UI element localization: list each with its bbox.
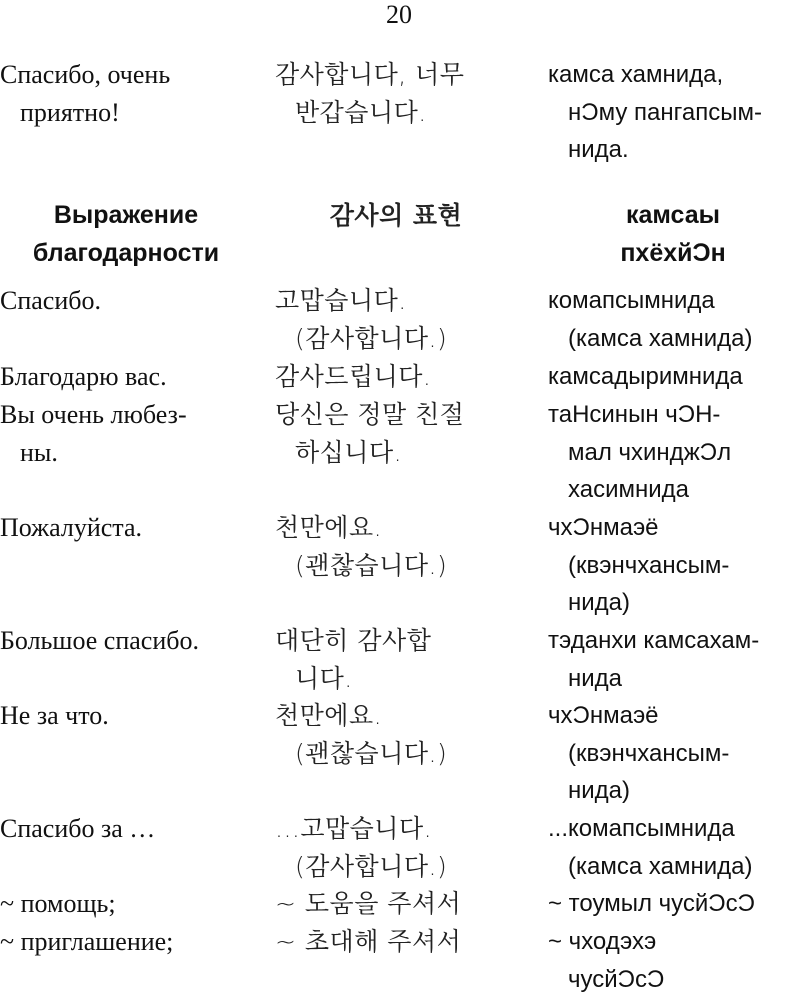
- transcription: [548, 697, 729, 810]
- korean-phrase: [275, 622, 431, 697]
- text-line: Большое спасибо.: [0, 626, 199, 655]
- russian-phrase: [0, 396, 187, 471]
- header-transcription: [548, 197, 798, 272]
- text-line: (감사합니다.): [295, 323, 448, 353]
- text-line: ~ тоумыл чусйƆсƆ: [548, 890, 755, 917]
- korean-phrase: [275, 282, 447, 357]
- text-line: (камса хамнида): [568, 852, 753, 880]
- russian-phrase: [0, 810, 155, 848]
- text-line: нида): [568, 589, 631, 617]
- text-line: (괜찮습니다.): [295, 738, 448, 768]
- text-line: ны.: [20, 437, 58, 467]
- text-line: пхёхйƆн: [620, 238, 726, 267]
- text-line: 반갑습니다.: [295, 97, 427, 127]
- text-line: приятно!: [20, 97, 120, 127]
- text-line: ~ 초대해 주셔서: [275, 927, 462, 956]
- text-line: комапсымнида: [548, 287, 715, 314]
- russian-phrase: [0, 622, 199, 660]
- text-line: ...고맙습니다.: [275, 814, 433, 843]
- korean-phrase: [275, 923, 461, 961]
- text-line: тэданхи камсахам-: [548, 627, 760, 654]
- transcription: [548, 358, 743, 396]
- text-line: камса хамнида,: [548, 61, 724, 88]
- text-line: нида): [568, 777, 631, 805]
- transcription: [548, 622, 759, 697]
- korean-phrase: [275, 509, 447, 584]
- text-line: 천만에요.: [275, 513, 383, 542]
- text-line: (감사합니다.): [295, 851, 448, 881]
- text-line: чхƆнмаэё: [548, 514, 659, 541]
- text-line: 천만에요.: [275, 701, 383, 730]
- text-line: Спасибо, очень: [0, 60, 171, 89]
- text-line: 감사의 표현: [329, 201, 463, 230]
- text-line: камсадыримнида: [548, 363, 743, 390]
- text-line: ~ помощь;: [0, 889, 116, 918]
- text-line: (квэнчхансым-: [568, 551, 730, 579]
- text-line: ~ приглашение;: [0, 927, 174, 956]
- russian-phrase: [0, 56, 170, 131]
- text-line: 고맙습니다.: [275, 286, 407, 315]
- header-korean: [276, 197, 516, 235]
- transcription: [548, 885, 755, 923]
- text-line: 당신은 정말 친절: [275, 400, 465, 429]
- text-line: (квэнчхансым-: [568, 739, 730, 767]
- text-line: камсаы: [625, 201, 721, 229]
- text-line: 하십니다.: [295, 437, 403, 467]
- korean-phrase: [275, 810, 447, 885]
- text-line: Не за что.: [0, 701, 109, 730]
- korean-phrase: [275, 885, 461, 923]
- transcription: [548, 56, 762, 169]
- korean-phrase: [275, 56, 464, 131]
- text-line: Спасибо за …: [0, 814, 156, 843]
- transcription: [548, 509, 729, 622]
- header-russian: [0, 197, 252, 272]
- russian-phrase: [0, 923, 173, 961]
- text-line: Пожалуйста.: [0, 513, 143, 542]
- text-line: таНсинын чƆН-: [548, 401, 721, 428]
- text-line: нида: [568, 664, 623, 692]
- russian-phrase: [0, 697, 109, 735]
- text-line: Спасибо.: [0, 286, 101, 315]
- text-line: чхƆнмаэё: [548, 702, 659, 729]
- russian-phrase: [0, 509, 142, 547]
- text-line: мал чхинджƆл: [568, 438, 732, 466]
- text-line: Вы очень любез-: [0, 400, 187, 429]
- text-line: (камса хамнида): [568, 324, 753, 352]
- text-line: Выражение: [53, 201, 199, 229]
- text-line: 대단히 감사합: [275, 626, 432, 655]
- text-line: (괜찮습니다.): [295, 550, 448, 580]
- text-line: благодарности: [32, 238, 220, 267]
- transcription: [548, 810, 752, 885]
- text-line: 니다.: [295, 663, 353, 693]
- russian-phrase: [0, 358, 167, 396]
- russian-phrase: [0, 885, 116, 923]
- text-line: ~ чходэхэ: [548, 928, 657, 955]
- transcription: [548, 396, 731, 509]
- text-line: 감사합니다, 너무: [275, 60, 465, 89]
- korean-phrase: [275, 396, 464, 471]
- text-line: чусйƆсƆ: [568, 965, 665, 993]
- russian-phrase: [0, 282, 101, 320]
- text-line: 감사드립니다.: [275, 362, 432, 391]
- text-line: нида.: [568, 136, 629, 164]
- transcription: [548, 282, 752, 357]
- text-line: нƆму пангапсым-: [568, 98, 762, 126]
- text-line: ~ 도움을 주셔서: [275, 889, 462, 918]
- text-line: хасимнида: [568, 476, 689, 504]
- text-line: Благодарю вас.: [0, 362, 167, 391]
- transcription: [548, 923, 664, 998]
- korean-phrase: [275, 358, 431, 396]
- korean-phrase: [275, 697, 447, 772]
- text-line: ...комапсымнида: [548, 815, 735, 842]
- page-number: 20: [386, 0, 412, 29]
